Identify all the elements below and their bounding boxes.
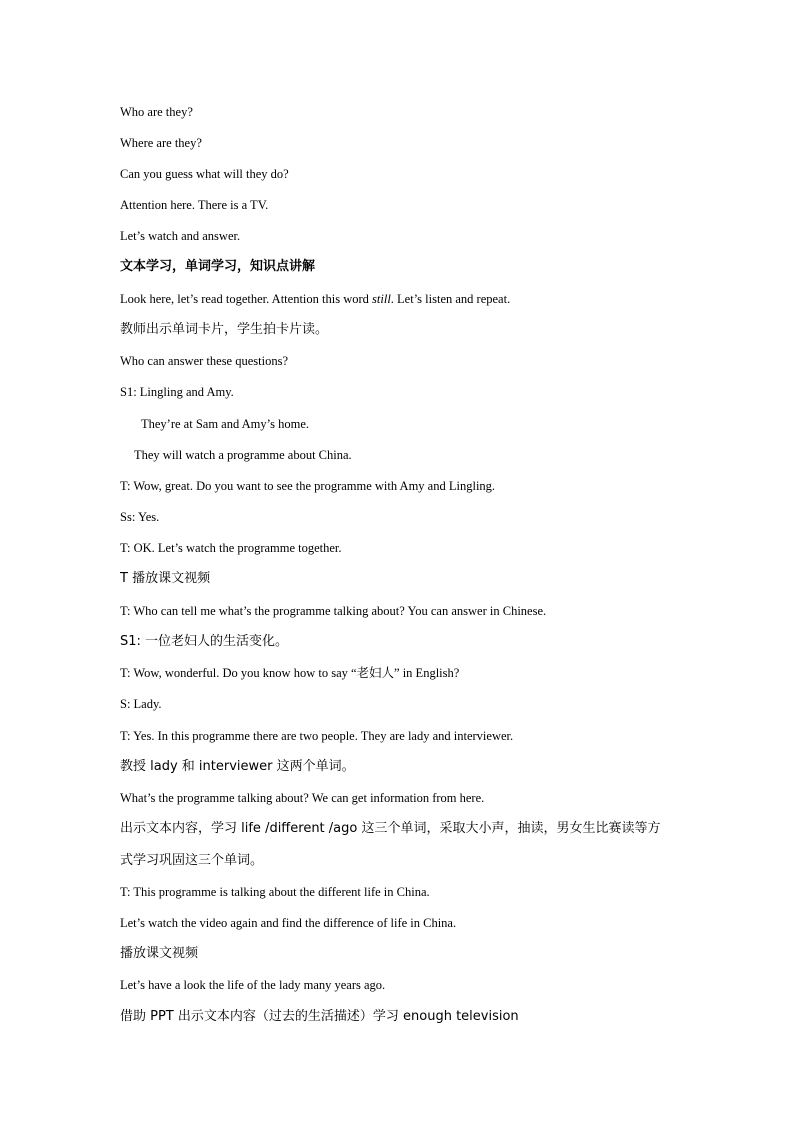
text-line: 播放课文视频	[120, 946, 199, 961]
text-line: S1: Lingling and Amy.	[120, 385, 234, 399]
text-line: 教师出示单词卡片，学生拍卡片读。	[120, 322, 329, 337]
text-segment: . Let’s listen and repeat.	[390, 292, 511, 306]
text-line: S: Lady.	[120, 697, 162, 711]
text-line: Ss: Yes.	[120, 510, 160, 524]
text-line: Let’s watch the video again and find the difference of life in China.	[120, 916, 457, 930]
emphasized-word: still	[372, 292, 391, 306]
text-line: What’s the programme talking about? We can get information from here.	[120, 791, 485, 805]
text-line: Who can answer these questions?	[120, 354, 288, 368]
text-line: 教授 lady 和 interviewer 这两个单词。	[120, 759, 355, 774]
text-line: 借助 PPT 出示文本内容（过去的生活描述）学习 enough television	[120, 1009, 519, 1024]
text-line: They will watch a programme about China.	[134, 448, 352, 462]
text-line: T: Wow, wonderful. Do you know how to say “老妇人” in English?	[120, 666, 460, 680]
text-line: Where are they?	[120, 136, 202, 150]
text-line: Can you guess what will they do?	[120, 167, 289, 181]
text-line: T: This programme is talking about the different life in China.	[120, 885, 430, 899]
text-line: Attention here. There is a TV.	[120, 198, 269, 212]
text-line: They’re at Sam and Amy’s home.	[141, 417, 310, 431]
text-line: 出示文本内容，学习 life /different /ago 这三个单词，采取大小声，抽读，男女生比赛读等方	[120, 821, 661, 836]
text-line: Let’s have a look the life of the lady many years ago.	[120, 978, 386, 992]
text-line: Who are they?	[120, 105, 193, 119]
text-line: S1: 一位老妇人的生活变化。	[120, 634, 289, 649]
text-line: T: Who can tell me what’s the programme talking about? You can answer in Chinese.	[120, 604, 547, 618]
text-segment: Look here, let’s read together. Attention this word	[120, 292, 373, 306]
text-line: T 播放课文视频	[120, 571, 211, 586]
text-line: T: Yes. In this programme there are two people. They are lady and interviewer.	[120, 729, 514, 743]
section-heading: 文本学习，单词学习，知识点讲解	[120, 259, 316, 274]
text-line: T: Wow, great. Do you want to see the programme with Amy and Lingling.	[120, 479, 496, 493]
text-line: Let’s watch and answer.	[120, 229, 241, 243]
text-line: 式学习巩固这三个单词。	[120, 853, 264, 868]
text-line	[120, 291, 510, 307]
text-line: T: OK. Let’s watch the programme together.	[120, 541, 342, 555]
